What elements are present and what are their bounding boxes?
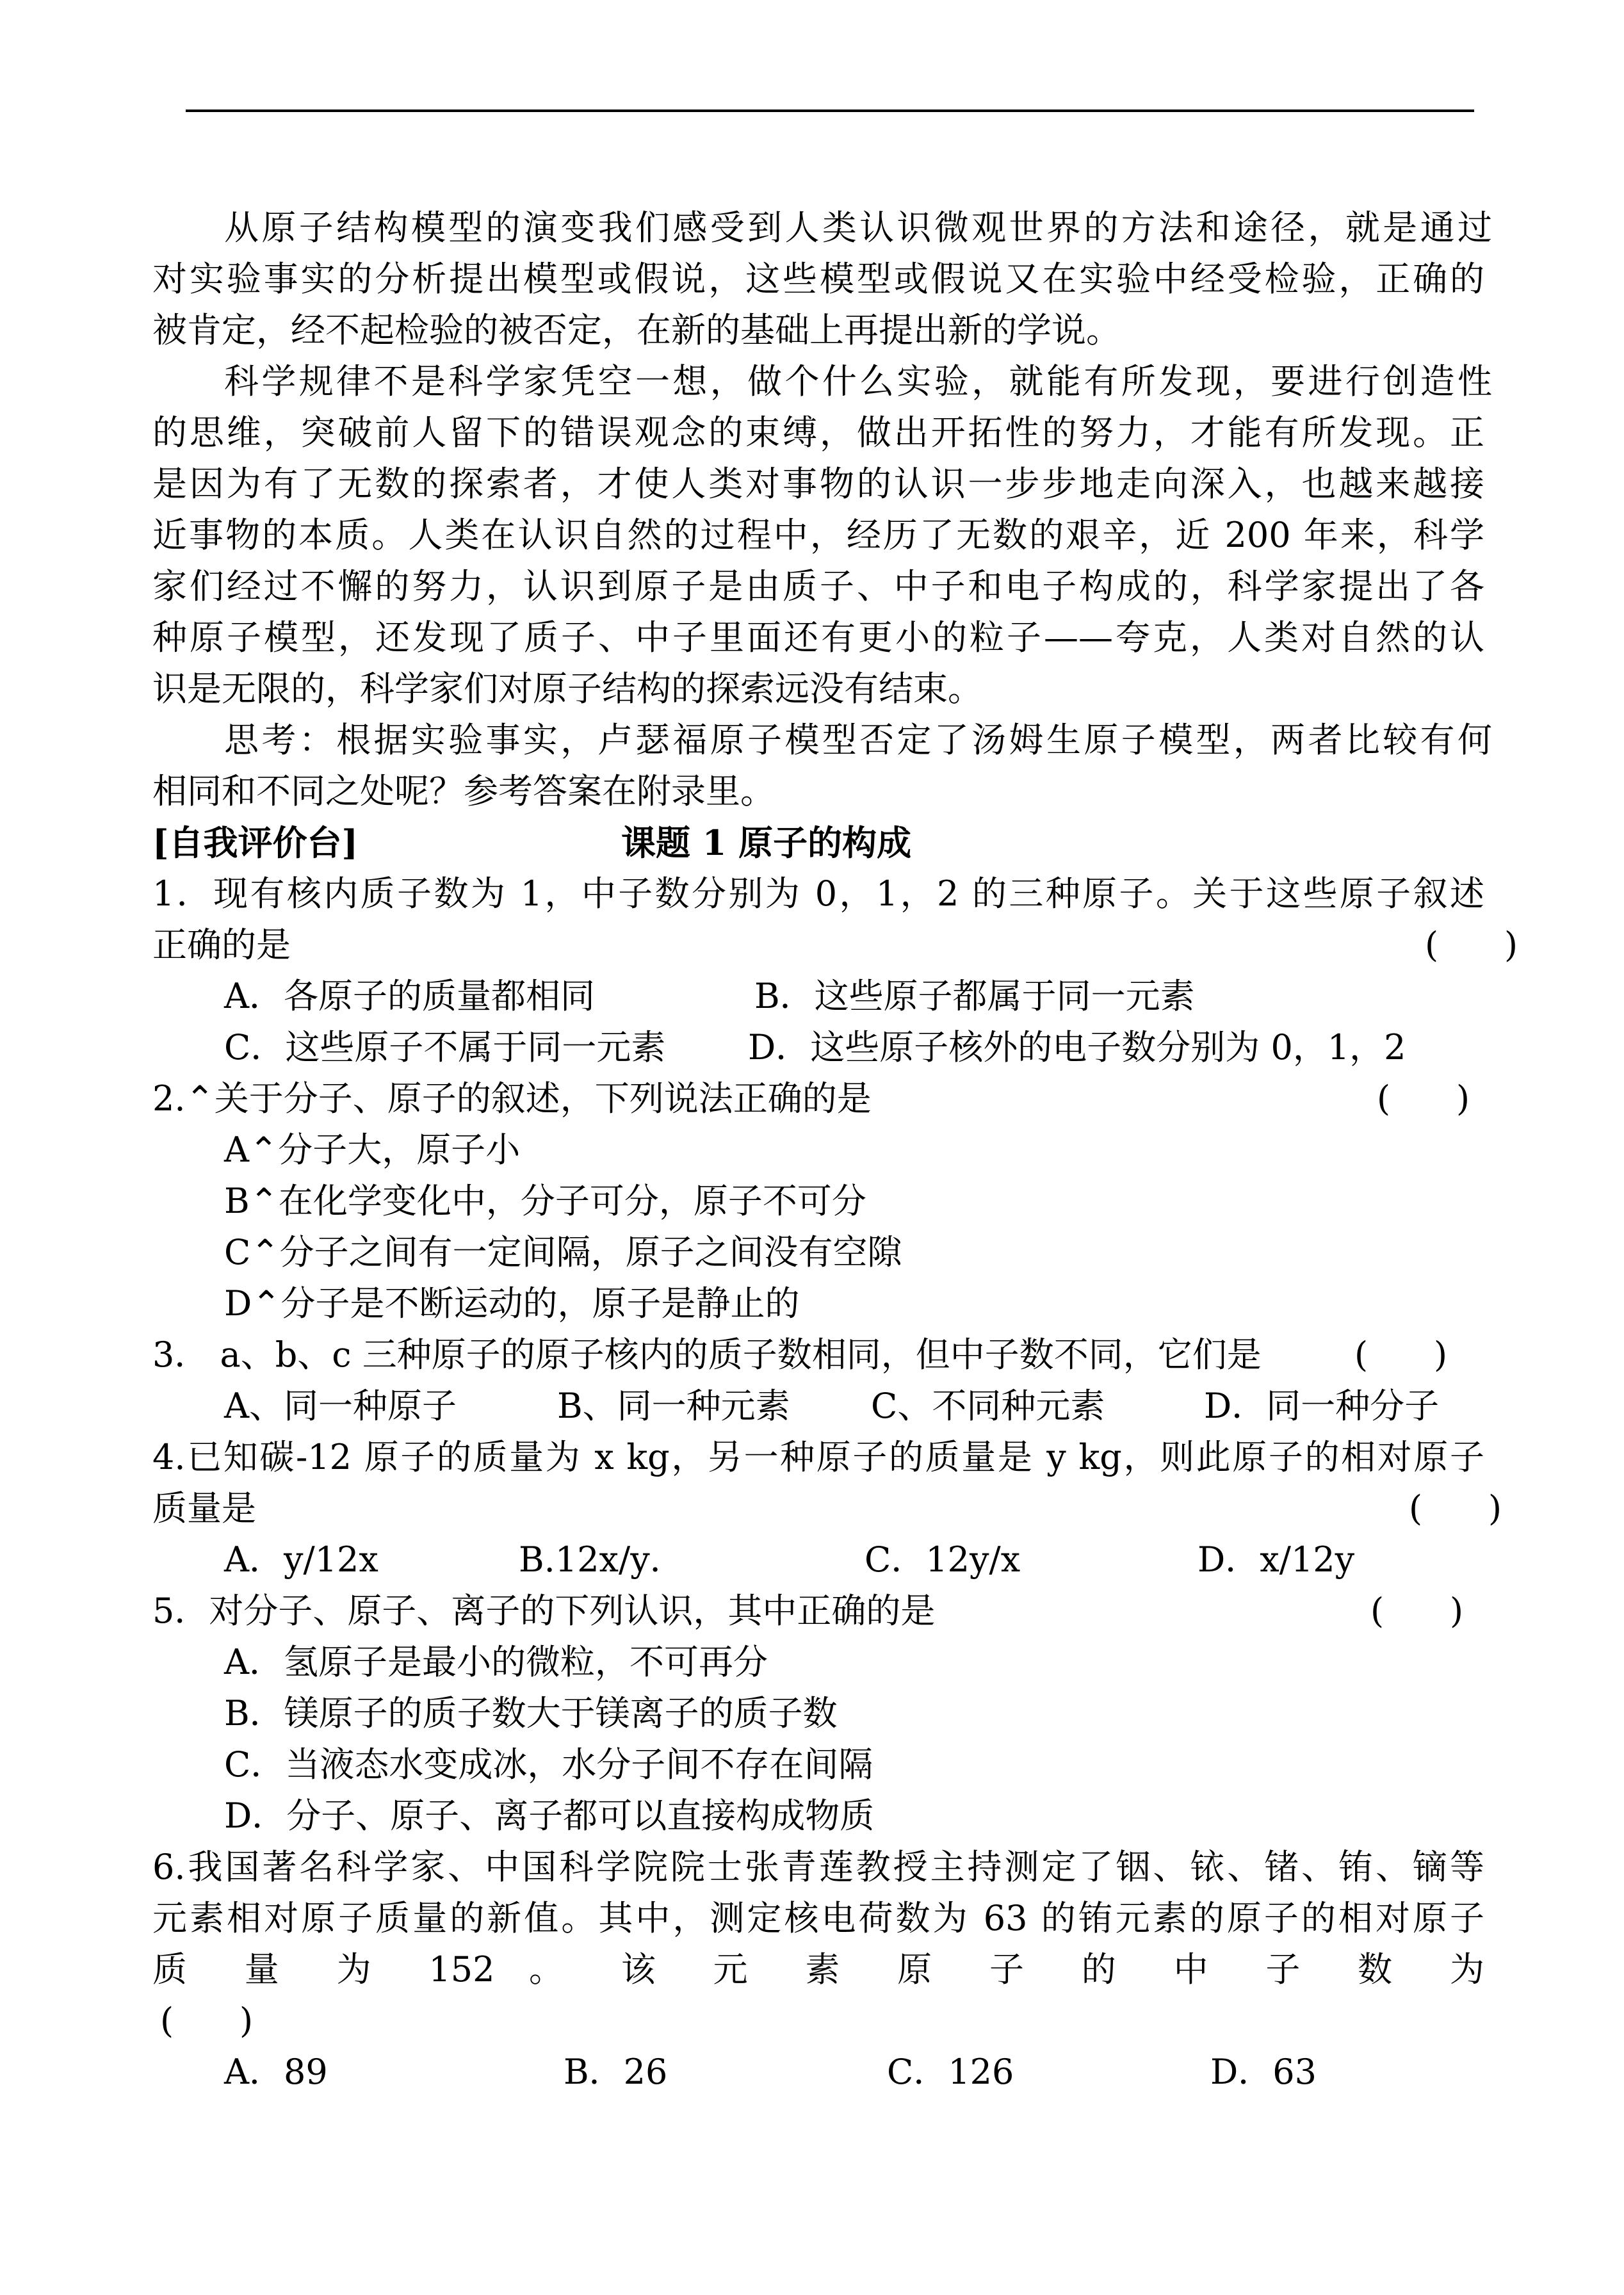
option: C、不同种元素: [871, 1386, 1105, 1426]
intro-p2-line: 是因为有了无数的探索者，才使人类对事物的认识一步步地走向深入，也越来越接: [152, 464, 1484, 504]
answer-blank: ( ): [1354, 1334, 1448, 1375]
question-6-stem: 质 量 为 152 。 该 元 素 原 子 的 中 子 数 为: [152, 1949, 1484, 1990]
answer-blank: ( ): [1377, 1078, 1470, 1119]
option: D．x/12y: [1198, 1539, 1355, 1580]
option: B⌃在化学变化中，分子可分，原子不可分: [224, 1181, 866, 1221]
option: B．这些原子都属于同一元素: [754, 976, 1195, 1016]
answer-blank: ( ): [160, 2000, 254, 2041]
question-6-stem: 元素相对原子质量的新值。其中，测定核电荷数为 63 的铕元素的原子的相对原子: [152, 1898, 1484, 1938]
answer-blank: ( ): [1425, 925, 1518, 965]
option: D．63: [1210, 2052, 1317, 2092]
option: D．同一种分子: [1204, 1386, 1440, 1426]
option: A．各原子的质量都相同: [224, 976, 595, 1016]
option: D．分子、原子、离子都可以直接构成物质: [224, 1796, 875, 1836]
option: C．当液态水变成冰，水分子间不存在间隔: [224, 1744, 873, 1785]
option: A⌃分子大，原子小: [224, 1130, 521, 1170]
option: A、同一种原子: [224, 1386, 457, 1426]
option: C⌃分子之间有一定间隔，原子之间没有空隙: [224, 1232, 902, 1272]
intro-p2-line: 的思维，突破前人留下的错误观念的束缚，做出开拓性的努力，才能有所发现。正: [152, 412, 1484, 453]
question-1-stem: 正确的是: [152, 925, 291, 965]
option: C．这些原子不属于同一元素: [224, 1027, 666, 1067]
option: A．y/12x: [224, 1539, 378, 1580]
option: D⌃分子是不断运动的，原子是静止的: [224, 1283, 800, 1324]
option: C．126: [887, 2052, 1014, 2092]
section-label: [自我评价台]: [152, 822, 359, 863]
option: D．这些原子核外的电子数分别为 0，1，2: [748, 1027, 1406, 1067]
intro-p1-line: 从原子结构模型的演变我们感受到人类认识微观世界的方法和途径，就是通过: [224, 207, 1492, 248]
option: B．26: [564, 2052, 668, 2092]
intro-p2-line: 科学规律不是科学家凭空一想，做个什么实验，就能有所发现，要进行创造性: [224, 361, 1492, 401]
answer-blank: ( ): [1409, 1488, 1502, 1529]
option: A．氢原子是最小的微粒，不可再分: [224, 1642, 768, 1682]
intro-p2-line: 种原子模型，还发现了质子、中子里面还有更小的粒子——夸克，人类对自然的认: [152, 617, 1484, 658]
intro-p2-line: 近事物的本质。人类在认识自然的过程中，经历了无数的艰辛，近 200 年来，科学: [152, 515, 1484, 555]
option: B．镁原子的质子数大于镁离子的质子数: [224, 1693, 838, 1733]
intro-p2-line: 识是无限的，科学家们对原子结构的探索远没有结束。: [152, 669, 982, 709]
intro-p3-line: 相同和不同之处呢？参考答案在附录里。: [152, 771, 775, 811]
option: B、同一种元素: [557, 1386, 790, 1426]
question-4-stem: 质量是: [152, 1488, 256, 1529]
section-title: 课题 1 原子的构成: [621, 822, 912, 863]
question-2-stem: 2.⌃关于分子、原子的叙述，下列说法正确的是: [152, 1078, 872, 1119]
intro-p3-line: 思考：根据实验事实，卢瑟福原子模型否定了汤姆生原子模型，两者比较有何: [224, 720, 1492, 760]
intro-p1-line: 被肯定，经不起检验的被否定，在新的基础上再提出新的学说。: [152, 310, 1121, 350]
question-5-stem: 5．对分子、原子、离子的下列认识，其中正确的是: [152, 1591, 936, 1631]
option: B.12x/y．: [519, 1539, 685, 1580]
question-6-stem: 6.我国著名科学家、中国科学院院士张青莲教授主持测定了铟、铱、锗、铕、镝等: [152, 1847, 1484, 1887]
option: A．89: [224, 2052, 328, 2092]
intro-p1-line: 对实验事实的分析提出模型或假说，这些模型或假说又在实验中经受检验，正确的: [152, 259, 1484, 299]
intro-p2-line: 家们经过不懈的努力，认识到原子是由质子、中子和电子构成的，科学家提出了各: [152, 566, 1484, 606]
answer-blank: ( ): [1370, 1591, 1464, 1631]
header-rule: [186, 109, 1474, 112]
question-3-stem: 3． a、b、c 三种原子的原子核内的质子数相同，但中子数不同，它们是: [152, 1334, 1262, 1375]
question-1-stem: 1．现有核内质子数为 1，中子数分别为 0，1，2 的三种原子。关于这些原子叙述: [152, 873, 1484, 914]
question-4-stem: 4.已知碳-12 原子的质量为 x kg，另一种原子的质量是 y kg，则此原子的相对原子: [152, 1437, 1484, 1477]
option: C．12y/x: [865, 1539, 1021, 1580]
